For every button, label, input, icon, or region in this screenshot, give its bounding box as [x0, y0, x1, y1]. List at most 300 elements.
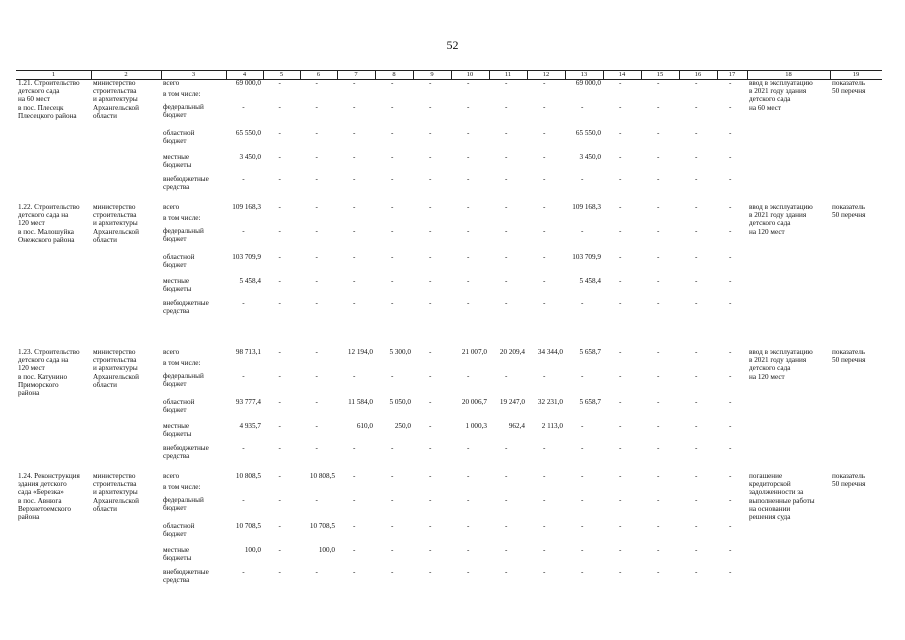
cell-value: - — [467, 299, 470, 307]
cell-value: - — [353, 496, 356, 504]
cell-value: - — [543, 203, 546, 211]
cell-value: - — [543, 496, 546, 504]
cell-value: - — [729, 444, 732, 452]
target-indicator: показатель 50 перечня — [832, 348, 866, 365]
cell-value: - — [619, 103, 622, 111]
cell-value: - — [278, 422, 281, 430]
cell-value: - — [505, 227, 508, 235]
column-number-8: 8 — [392, 71, 396, 78]
column-number-9: 9 — [430, 71, 434, 78]
cell-value: - — [278, 299, 281, 307]
cell-value: - — [315, 79, 318, 87]
cell-value: - — [242, 372, 245, 380]
cell-value: - — [729, 175, 732, 183]
cell-value: - — [729, 103, 732, 111]
cell-value: - — [391, 129, 394, 137]
cell-value: - — [278, 253, 281, 261]
cell-value: - — [581, 496, 584, 504]
cell-value: - — [657, 299, 660, 307]
cell-value: - — [315, 153, 318, 161]
cell-value: - — [278, 103, 281, 111]
cell-value: - — [695, 103, 698, 111]
cell-value: - — [391, 227, 394, 235]
cell-value: - — [315, 129, 318, 137]
cell-value: - — [729, 496, 732, 504]
cell-value: - — [505, 546, 508, 554]
cell-value: 103 709,9 — [232, 253, 261, 261]
cell-value: - — [619, 522, 622, 530]
cell-value: 1 000,3 — [465, 422, 487, 430]
cell-value: - — [242, 103, 245, 111]
cell-value: - — [429, 568, 432, 576]
cell-value: - — [543, 568, 546, 576]
page-number: 52 — [446, 38, 459, 52]
cell-value: - — [543, 129, 546, 137]
cell-value: - — [429, 299, 432, 307]
column-number-18: 18 — [785, 71, 792, 78]
cell-value: - — [315, 277, 318, 285]
cell-value: - — [505, 372, 508, 380]
cell-value: - — [505, 496, 508, 504]
cell-value: - — [543, 153, 546, 161]
cell-value: - — [581, 522, 584, 530]
cell-value: - — [391, 203, 394, 211]
cell-value: - — [315, 103, 318, 111]
cell-value: - — [278, 203, 281, 211]
column-number-16: 16 — [694, 71, 702, 78]
cell-value: - — [619, 546, 622, 554]
cell-value: - — [278, 546, 281, 554]
cell-value: - — [619, 398, 622, 406]
cell-value: - — [695, 348, 698, 356]
cell-value: - — [657, 348, 660, 356]
cell-value: - — [391, 277, 394, 285]
cell-value: 32 231,0 — [537, 398, 563, 406]
cell-value: - — [278, 398, 281, 406]
cell-value: 5 658,7 — [579, 348, 601, 356]
cell-value: - — [353, 568, 356, 576]
cell-value: - — [619, 422, 622, 430]
cell-value: 34 344,0 — [537, 348, 563, 356]
cell-value: - — [505, 277, 508, 285]
cell-value: - — [695, 372, 698, 380]
cell-value: - — [353, 299, 356, 307]
cell-value: 103 709,9 — [572, 253, 601, 261]
cell-value: - — [467, 227, 470, 235]
cell-value: - — [619, 227, 622, 235]
cell-value: - — [467, 522, 470, 530]
cell-value: - — [429, 79, 432, 87]
column-number-1: 1 — [51, 71, 56, 78]
funding-source-label: областной бюджет — [163, 398, 195, 415]
cell-value: - — [505, 103, 508, 111]
cell-value: - — [315, 175, 318, 183]
cell-value: - — [391, 103, 394, 111]
cell-value: - — [315, 348, 318, 356]
cell-value: - — [505, 568, 508, 576]
cell-value: - — [695, 398, 698, 406]
cell-value: 10 708,5 — [235, 522, 261, 530]
funding-source-label: в том числе: — [163, 483, 201, 491]
funding-source-label: внебюджетные средства — [163, 568, 209, 585]
funding-source-label: всего — [163, 79, 180, 87]
column-number-3: 3 — [191, 71, 196, 78]
cell-value: - — [467, 444, 470, 452]
cell-value: - — [657, 522, 660, 530]
cell-value: - — [505, 253, 508, 261]
column-number-14: 14 — [618, 71, 626, 78]
cell-value: - — [315, 444, 318, 452]
cell-value: - — [695, 203, 698, 211]
cell-value: - — [429, 372, 432, 380]
column-number-5: 5 — [279, 71, 284, 78]
cell-value: - — [657, 546, 660, 554]
cell-value: - — [581, 299, 584, 307]
cell-value: - — [657, 153, 660, 161]
cell-value: - — [353, 522, 356, 530]
cell-value: 109 168,3 — [232, 203, 261, 211]
cell-value: - — [278, 472, 281, 480]
cell-value: - — [543, 79, 546, 87]
cell-value: - — [581, 372, 584, 380]
funding-source-label: федеральный бюджет — [163, 103, 204, 120]
cell-value: - — [505, 444, 508, 452]
cell-value: - — [729, 546, 732, 554]
cell-value: - — [315, 299, 318, 307]
target-indicator: показатель 50 перечня — [832, 472, 866, 489]
cell-value: 5 050,0 — [389, 398, 411, 406]
column-number-13: 13 — [580, 71, 588, 78]
cell-value: - — [505, 522, 508, 530]
cell-value: - — [391, 372, 394, 380]
funding-source-label: всего — [163, 203, 180, 211]
cell-value: - — [429, 277, 432, 285]
column-number-10: 10 — [466, 71, 474, 78]
cell-value: - — [353, 203, 356, 211]
cell-value: - — [391, 522, 394, 530]
cell-value: 250,0 — [394, 422, 411, 430]
cell-value: - — [429, 398, 432, 406]
cell-value: 100,0 — [244, 546, 261, 554]
cell-value: - — [467, 129, 470, 137]
cell-value: - — [543, 444, 546, 452]
cell-value: 5 458,4 — [239, 277, 261, 285]
cell-value: 93 777,4 — [235, 398, 261, 406]
cell-value: - — [315, 372, 318, 380]
cell-value: - — [315, 203, 318, 211]
responsible-org: министерство строительства и архитектуры Архангельской области — [93, 472, 139, 513]
cell-value: - — [353, 79, 356, 87]
funding-source-label: внебюджетные средства — [163, 175, 209, 192]
cell-value: - — [543, 103, 546, 111]
cell-value: 21 007,0 — [461, 348, 487, 356]
cell-value: - — [657, 203, 660, 211]
cell-value: - — [467, 568, 470, 576]
cell-value: - — [729, 568, 732, 576]
cell-value: - — [657, 444, 660, 452]
cell-value: 5 658,7 — [579, 398, 601, 406]
cell-value: - — [695, 79, 698, 87]
cell-value: - — [467, 496, 470, 504]
cell-value: - — [505, 299, 508, 307]
cell-value: - — [619, 444, 622, 452]
cell-value: - — [353, 444, 356, 452]
cell-value: - — [353, 253, 356, 261]
cell-value: - — [729, 372, 732, 380]
cell-value: - — [657, 422, 660, 430]
cell-value: - — [467, 203, 470, 211]
cell-value: - — [729, 472, 732, 480]
cell-value: - — [353, 472, 356, 480]
measure-name: 1.22. Строительство детского сада на 120 мест в пос. Малошуйка Онежского района — [18, 203, 80, 244]
cell-value: - — [657, 568, 660, 576]
cell-value: - — [695, 227, 698, 235]
cell-value: - — [619, 175, 622, 183]
cell-value: - — [278, 372, 281, 380]
cell-value: - — [391, 253, 394, 261]
cell-value: - — [278, 153, 281, 161]
cell-value: - — [315, 568, 318, 576]
cell-value: - — [391, 472, 394, 480]
funding-source-label: федеральный бюджет — [163, 372, 204, 389]
cell-value: - — [242, 299, 245, 307]
cell-value: - — [429, 227, 432, 235]
cell-value: 3 450,0 — [579, 153, 601, 161]
cell-value: - — [729, 348, 732, 356]
cell-value: 5 458,4 — [579, 277, 601, 285]
cell-value: - — [581, 568, 584, 576]
cell-value: - — [619, 348, 622, 356]
measure-name: 1.24. Реконструкция здания детского сада «Березка» в пос. Авнюга Верхнетоемского района — [18, 472, 80, 522]
cell-value: - — [505, 203, 508, 211]
cell-value: - — [581, 444, 584, 452]
cell-value: - — [467, 175, 470, 183]
cell-value: - — [467, 472, 470, 480]
cell-value: 65 550,0 — [235, 129, 261, 137]
cell-value: - — [429, 348, 432, 356]
cell-value: - — [657, 472, 660, 480]
cell-value: - — [695, 568, 698, 576]
cell-value: - — [729, 422, 732, 430]
cell-value: - — [581, 175, 584, 183]
cell-value: - — [242, 444, 245, 452]
cell-value: - — [657, 175, 660, 183]
funding-source-label: в том числе: — [163, 90, 201, 98]
cell-value: - — [657, 372, 660, 380]
cell-value: - — [278, 227, 281, 235]
cell-value: 20 006,7 — [461, 398, 487, 406]
cell-value: - — [429, 253, 432, 261]
funding-source-label: внебюджетные средства — [163, 444, 209, 461]
cell-value: - — [729, 227, 732, 235]
target-indicator: показатель 50 перечня — [832, 79, 866, 96]
cell-value: - — [315, 227, 318, 235]
responsible-org: министерство строительства и архитектуры Архангельской области — [93, 203, 139, 244]
cell-value: - — [657, 227, 660, 235]
cell-value: - — [353, 277, 356, 285]
cell-value: 10 808,5 — [235, 472, 261, 480]
cell-value: - — [391, 299, 394, 307]
expected-result: погашение кредиторской задолженности за выполненные работы на основании решения суда — [749, 472, 815, 522]
cell-value: 65 550,0 — [575, 129, 601, 137]
cell-value: - — [543, 546, 546, 554]
cell-value: - — [429, 153, 432, 161]
responsible-org: министерство строительства и архитектуры Архангельской области — [93, 79, 139, 120]
cell-value: - — [429, 444, 432, 452]
cell-value: 12 194,0 — [347, 348, 373, 356]
cell-value: - — [315, 496, 318, 504]
expected-result: ввод в эксплуатацию в 2021 году здания детского сада на 120 мест — [749, 348, 813, 381]
cell-value: 5 300,0 — [389, 348, 411, 356]
cell-value: - — [695, 422, 698, 430]
cell-value: - — [695, 253, 698, 261]
cell-value: - — [543, 253, 546, 261]
cell-value: 11 584,0 — [348, 398, 373, 406]
cell-value: - — [278, 444, 281, 452]
funding-source-label: всего — [163, 348, 180, 356]
column-number-6: 6 — [316, 71, 321, 78]
cell-value: 10 708,5 — [309, 522, 335, 530]
cell-value: - — [505, 79, 508, 87]
cell-value: - — [505, 175, 508, 183]
funding-source-label: федеральный бюджет — [163, 496, 204, 513]
cell-value: - — [353, 227, 356, 235]
cell-value: - — [729, 522, 732, 530]
cell-value: - — [657, 129, 660, 137]
funding-source-label: в том числе: — [163, 359, 201, 367]
cell-value: - — [278, 129, 281, 137]
cell-value: - — [619, 203, 622, 211]
cell-value: - — [353, 372, 356, 380]
cell-value: - — [505, 472, 508, 480]
cell-value: - — [729, 277, 732, 285]
column-number-17: 17 — [728, 71, 736, 78]
cell-value: - — [467, 253, 470, 261]
cell-value: - — [353, 175, 356, 183]
cell-value: - — [619, 299, 622, 307]
target-indicator: показатель 50 перечня — [832, 203, 866, 220]
cell-value: - — [505, 129, 508, 137]
cell-value: - — [657, 398, 660, 406]
cell-value: - — [467, 103, 470, 111]
measure-name: 1.23. Строительство детского сада на 120 мест в пос. Катунино Приморского района — [18, 348, 80, 398]
cell-value: - — [467, 546, 470, 554]
cell-value: 962,4 — [508, 422, 525, 430]
cell-value: - — [695, 472, 698, 480]
cell-value: 2 113,0 — [541, 422, 563, 430]
column-number-19: 19 — [852, 71, 860, 78]
cell-value: - — [391, 175, 394, 183]
cell-value: - — [657, 496, 660, 504]
responsible-org: министерство строительства и архитектуры Архангельской области — [93, 348, 139, 389]
funding-source-label: местные бюджеты — [163, 422, 192, 439]
cell-value: - — [467, 79, 470, 87]
cell-value: - — [278, 522, 281, 530]
cell-value: - — [619, 153, 622, 161]
cell-value: - — [657, 79, 660, 87]
cell-value: - — [695, 496, 698, 504]
cell-value: - — [695, 129, 698, 137]
cell-value: - — [467, 153, 470, 161]
column-number-12: 12 — [542, 71, 550, 78]
cell-value: - — [657, 277, 660, 285]
cell-value: - — [278, 568, 281, 576]
cell-value: - — [429, 103, 432, 111]
cell-value: - — [429, 522, 432, 530]
cell-value: - — [391, 546, 394, 554]
funding-source-label: местные бюджеты — [163, 546, 192, 563]
cell-value: - — [695, 546, 698, 554]
cell-value: - — [729, 398, 732, 406]
cell-value: - — [695, 153, 698, 161]
cell-value: - — [429, 496, 432, 504]
cell-value: - — [729, 299, 732, 307]
cell-value: 69 000,0 — [575, 79, 601, 87]
cell-value: - — [391, 444, 394, 452]
funding-source-label: в том числе: — [163, 214, 201, 222]
cell-value: - — [429, 546, 432, 554]
cell-value: - — [391, 153, 394, 161]
cell-value: - — [729, 153, 732, 161]
cell-value: - — [467, 277, 470, 285]
cell-value: - — [581, 227, 584, 235]
cell-value: - — [619, 253, 622, 261]
cell-value: - — [353, 153, 356, 161]
cell-value: - — [242, 496, 245, 504]
cell-value: - — [315, 398, 318, 406]
cell-value: - — [315, 422, 318, 430]
cell-value: - — [657, 253, 660, 261]
cell-value: - — [278, 79, 281, 87]
cell-value: - — [729, 79, 732, 87]
cell-value: 98 713,1 — [235, 348, 261, 356]
measure-name: 1.21. Строительство детского сада на 60 мест в пос. Плесецк Плесецкого района — [18, 79, 80, 120]
cell-value: - — [242, 568, 245, 576]
cell-value: - — [695, 444, 698, 452]
cell-value: - — [391, 568, 394, 576]
expected-result: ввод в эксплуатацию в 2021 году здания детского сада на 60 мест — [749, 79, 813, 112]
cell-value: - — [619, 372, 622, 380]
cell-value: - — [543, 227, 546, 235]
funding-source-label: внебюджетные средства — [163, 299, 209, 316]
cell-value: - — [505, 153, 508, 161]
cell-value: - — [353, 129, 356, 137]
cell-value: - — [695, 522, 698, 530]
funding-source-label: всего — [163, 472, 180, 480]
cell-value: - — [315, 253, 318, 261]
cell-value: - — [467, 372, 470, 380]
cell-value: - — [619, 129, 622, 137]
cell-value: - — [581, 472, 584, 480]
cell-value: - — [581, 546, 584, 554]
cell-value: - — [543, 522, 546, 530]
cell-value: - — [429, 129, 432, 137]
cell-value: - — [657, 103, 660, 111]
funding-source-label: федеральный бюджет — [163, 227, 204, 244]
cell-value: - — [278, 175, 281, 183]
cell-value: 109 168,3 — [572, 203, 601, 211]
cell-value: - — [581, 422, 584, 430]
cell-value: - — [729, 203, 732, 211]
cell-value: 4 935,7 — [239, 422, 261, 430]
cell-value: - — [619, 79, 622, 87]
cell-value: - — [581, 103, 584, 111]
cell-value: - — [242, 175, 245, 183]
column-number-15: 15 — [656, 71, 664, 78]
cell-value: - — [543, 472, 546, 480]
cell-value: - — [391, 79, 394, 87]
funding-source-label: областной бюджет — [163, 253, 195, 270]
